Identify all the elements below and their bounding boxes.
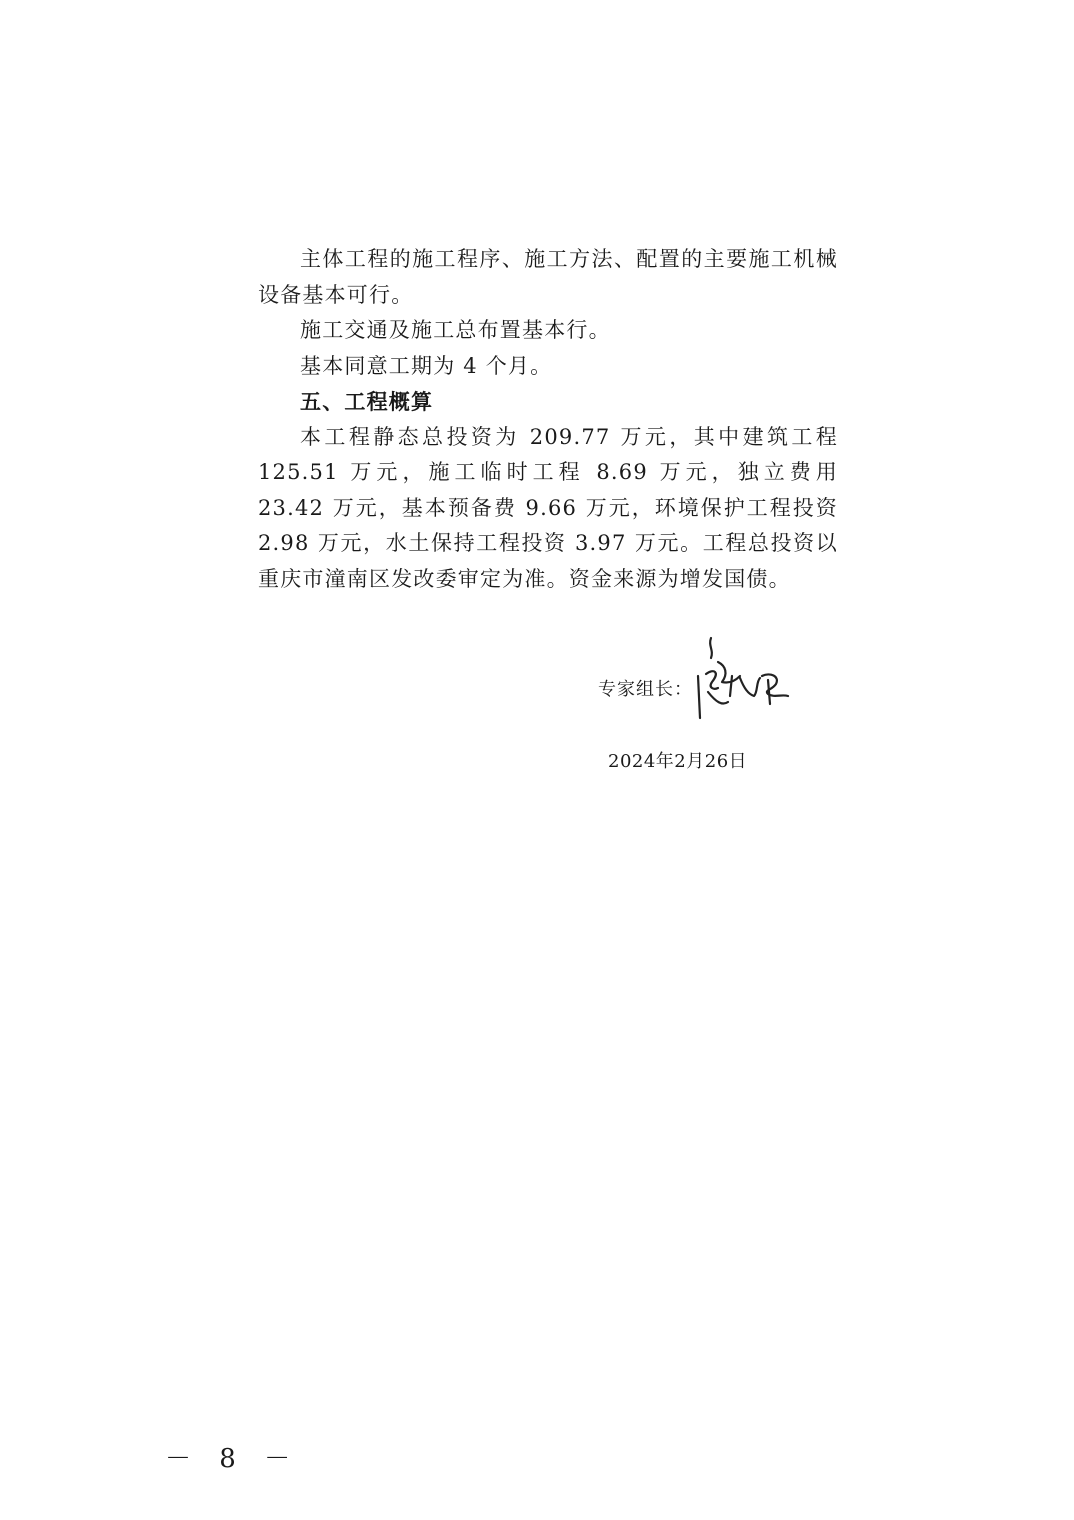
section-heading-budget: 五、工程概算 <box>300 389 434 414</box>
paragraph-traffic-layout: 施工交通及施工总布置基本行。 <box>300 318 611 342</box>
page-number: － 8 － <box>165 1444 301 1474</box>
paragraph-construction-period: 基本同意工期为 4 个月。 <box>300 353 553 378</box>
signature-line <box>598 668 693 708</box>
handwritten-signature <box>684 632 794 732</box>
signature-label: 专家组长： <box>598 679 693 700</box>
document-date: 2024年2月26日 <box>608 751 748 772</box>
document-body <box>258 242 838 597</box>
paragraph-budget-details: 本工程静态总投资为 209.77 万元，其中建筑工程 125.51 万元，施工临时工程 8.69 万元，独立费用 23.42 万元，基本预备费 9.66 万元，环境保护工程投资 2.98 万元，水土保持工程投资 3.97 万元。工程总投资以重庆市潼南区发改委审定为准。资金来源为增发国债。 <box>258 424 838 591</box>
paragraph-construction-methods: 主体工程的施工程序、施工方法、配置的主要施工机械设备基本可行。 <box>258 247 838 307</box>
